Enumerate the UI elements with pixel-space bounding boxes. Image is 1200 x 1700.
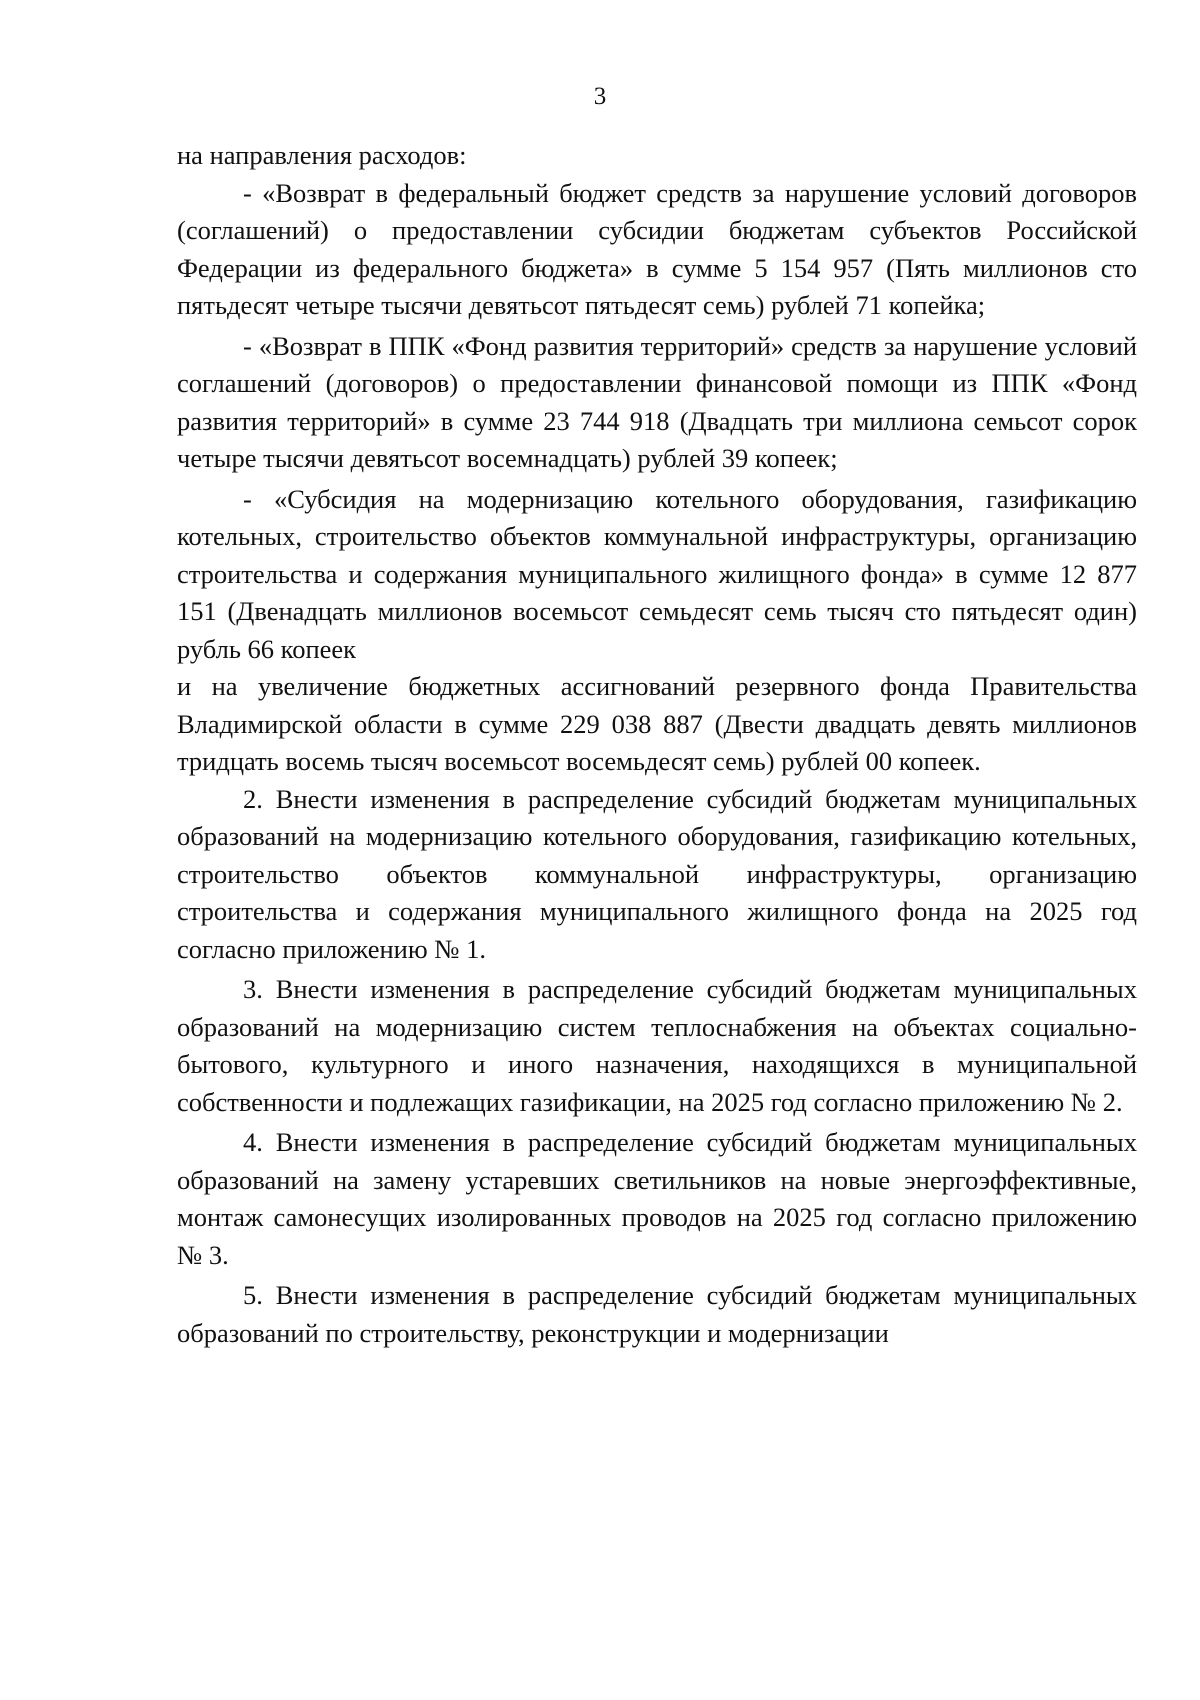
paragraph-item-subsidy: - «Субсидия на модернизацию котельного оборудования, газификацию котельных, строительство объектов коммунальной инфраструктуры, организацию строительства и содержания муниципального жилищного фонда» в сумме 12 877 151 (Двенадцать миллионов восемьсот семьдесят семь тысяч сто пятьдесят один) рубль 66 копеек [177,483,1137,664]
page-number: 3 [593,83,607,110]
paragraph-point-2: 2. Внести изменения в распределение субсидий бюджетам муниципальных образований на модернизацию котельного оборудования, газификацию котельных, строительство объектов коммунальной инфраструктуры, организацию строительства и содержания муниципального жилищного фонда на 2025 год согласно приложению № 1. [177,783,1137,964]
paragraph-point-3: 3. Внести изменения в распределение субсидий бюджетам муниципальных образований на модернизацию систем теплоснабжения на объектах социально-бытового, культурного и иного назначения, находящихся в муниципальной собственности и подлежащих газификации, на 2025 год согласно приложению № 2. [177,974,1137,1117]
document-body [177,137,1137,1352]
paragraph-item-return-federal: - «Возврат в федеральный бюджет средств за нарушение условий договоров (соглашений) о предоставлении субсидии бюджетам субъектов Российской Федерации из федерального бюджета» в сумме 5 154 957 (Пять миллионов сто пятьдесят четыре тысячи девятьсот пятьдесят семь) рублей 71 копейка; [177,177,1137,320]
paragraph-point-5: 5. Внести изменения в распределение субсидий бюджетам муниципальных образований по строительству, реконструкции и модернизации [177,1280,1137,1348]
paragraph-item-return-fund: - «Возврат в ППК «Фонд развития территорий» средств за нарушение условий соглашений (договоров) о предоставлении финансовой помощи из ППК «Фонд развития территорий» в сумме 23 744 918 (Двадцать три миллиона семьсот сорок четыре тысячи девятьсот восемнадцать) рублей 39 копеек; [177,330,1137,473]
paragraph-intro: на направления расходов: [177,140,467,170]
paragraph-reserve-fund: и на увеличение бюджетных ассигнований резервного фонда Правительства Владимирской области в сумме 229 038 887 (Двести двадцать девять миллионов тридцать восемь тысяч восемьсот восемьдесят семь) рублей 00 копеек. [177,671,1137,776]
paragraph-point-4: 4. Внести изменения в распределение субсидий бюджетам муниципальных образований на замену устаревших светильников на новые энергоэффективные, монтаж самонесущих изолированных проводов на 2025 год согласно приложению № 3. [177,1127,1137,1270]
